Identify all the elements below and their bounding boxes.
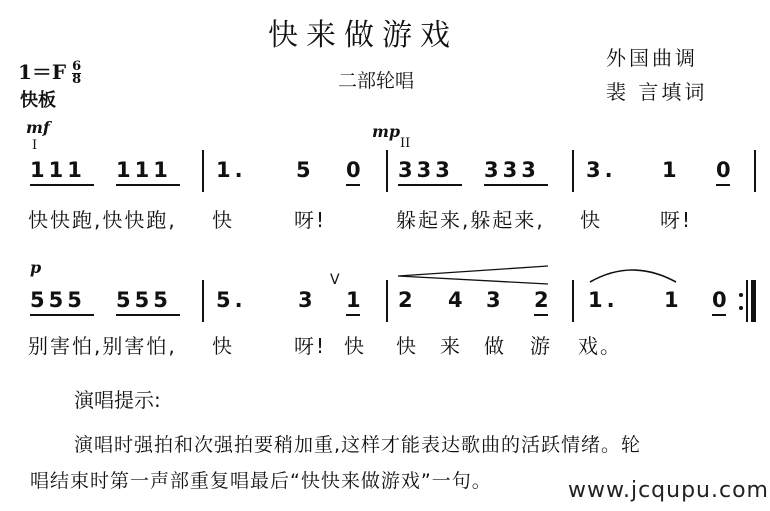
lyric-text: 呀! (660, 208, 693, 232)
lyric-text: 快 (212, 208, 234, 232)
note-group: 111 (30, 158, 86, 182)
note: 5 (296, 158, 315, 182)
song-subtitle: 二部轮唱 (338, 70, 415, 92)
song-title: 快来做游戏 (268, 18, 458, 53)
note-group: 1. (216, 158, 247, 182)
tips-line-2: 唱结束时第一声部重复唱最后“快快来做游戏”一句。 (30, 470, 492, 492)
lyric-text: 快 (212, 334, 234, 358)
key-label: 1＝F (18, 60, 67, 84)
lyric-text: 呀! (294, 208, 327, 232)
note-group: 555 (116, 288, 172, 312)
note-group: 333 (484, 158, 540, 182)
music-credit: 外国曲调 (606, 46, 698, 70)
lyric-text: 快 (396, 334, 418, 358)
note: 3 (298, 288, 317, 312)
note-group: 1. (588, 288, 619, 312)
note: 1 (346, 288, 365, 312)
note-rest: 0 (716, 158, 735, 182)
watermark: www.jcqupu.com (568, 478, 769, 503)
note-group: 111 (116, 158, 172, 182)
lyric-text: 游 (530, 334, 552, 358)
lyrics-credit: 裴 言填词 (606, 80, 708, 104)
tie-arc (590, 270, 676, 282)
note: 3 (486, 288, 505, 312)
repeat-dot (739, 306, 743, 310)
lyric-text: 别害怕,别害怕, (28, 334, 177, 358)
note: 1 (662, 158, 681, 182)
note-rest: 0 (346, 158, 365, 182)
tips-heading: 演唱提示: (74, 388, 161, 412)
note-group: 333 (398, 158, 454, 182)
repeat-dot (739, 293, 743, 297)
note-rest: 0 (712, 288, 731, 312)
lyric-text: 快 (580, 208, 602, 232)
lyric-text: 快 (344, 334, 366, 358)
time-top: 6 (72, 59, 82, 74)
tips-line-1: 演唱时强拍和次强拍要稍加重,这样才能表达歌曲的活跃情绪。轮 (74, 434, 642, 456)
part-one-marker: I (32, 138, 38, 153)
dynamic-mf: mf (26, 118, 50, 137)
note-group: 5. (216, 288, 247, 312)
lyric-text: 呀! (294, 334, 327, 358)
part-two-marker: II (400, 136, 411, 151)
note: 1 (664, 288, 683, 312)
note: 2 (534, 288, 553, 312)
time-bottom: 8 (72, 72, 82, 87)
breath-mark: V (330, 272, 340, 288)
lyric-text: 做 (484, 334, 506, 358)
note-group: 555 (30, 288, 86, 312)
dynamic-mp: mp (372, 122, 401, 141)
tempo-marking: 快板 (20, 90, 56, 111)
note: 2 (398, 288, 417, 312)
lyric-text: 快快跑,快快跑, (28, 208, 177, 232)
lyric-text: 躲起来,躲起来, (396, 208, 545, 232)
decrescendo-hairpin (398, 266, 548, 284)
note-group: 3. (586, 158, 617, 182)
dynamic-p: p (30, 258, 42, 277)
lyric-text: 来 (440, 334, 462, 358)
lyric-text: 戏。 (578, 334, 622, 358)
note: 4 (448, 288, 467, 312)
